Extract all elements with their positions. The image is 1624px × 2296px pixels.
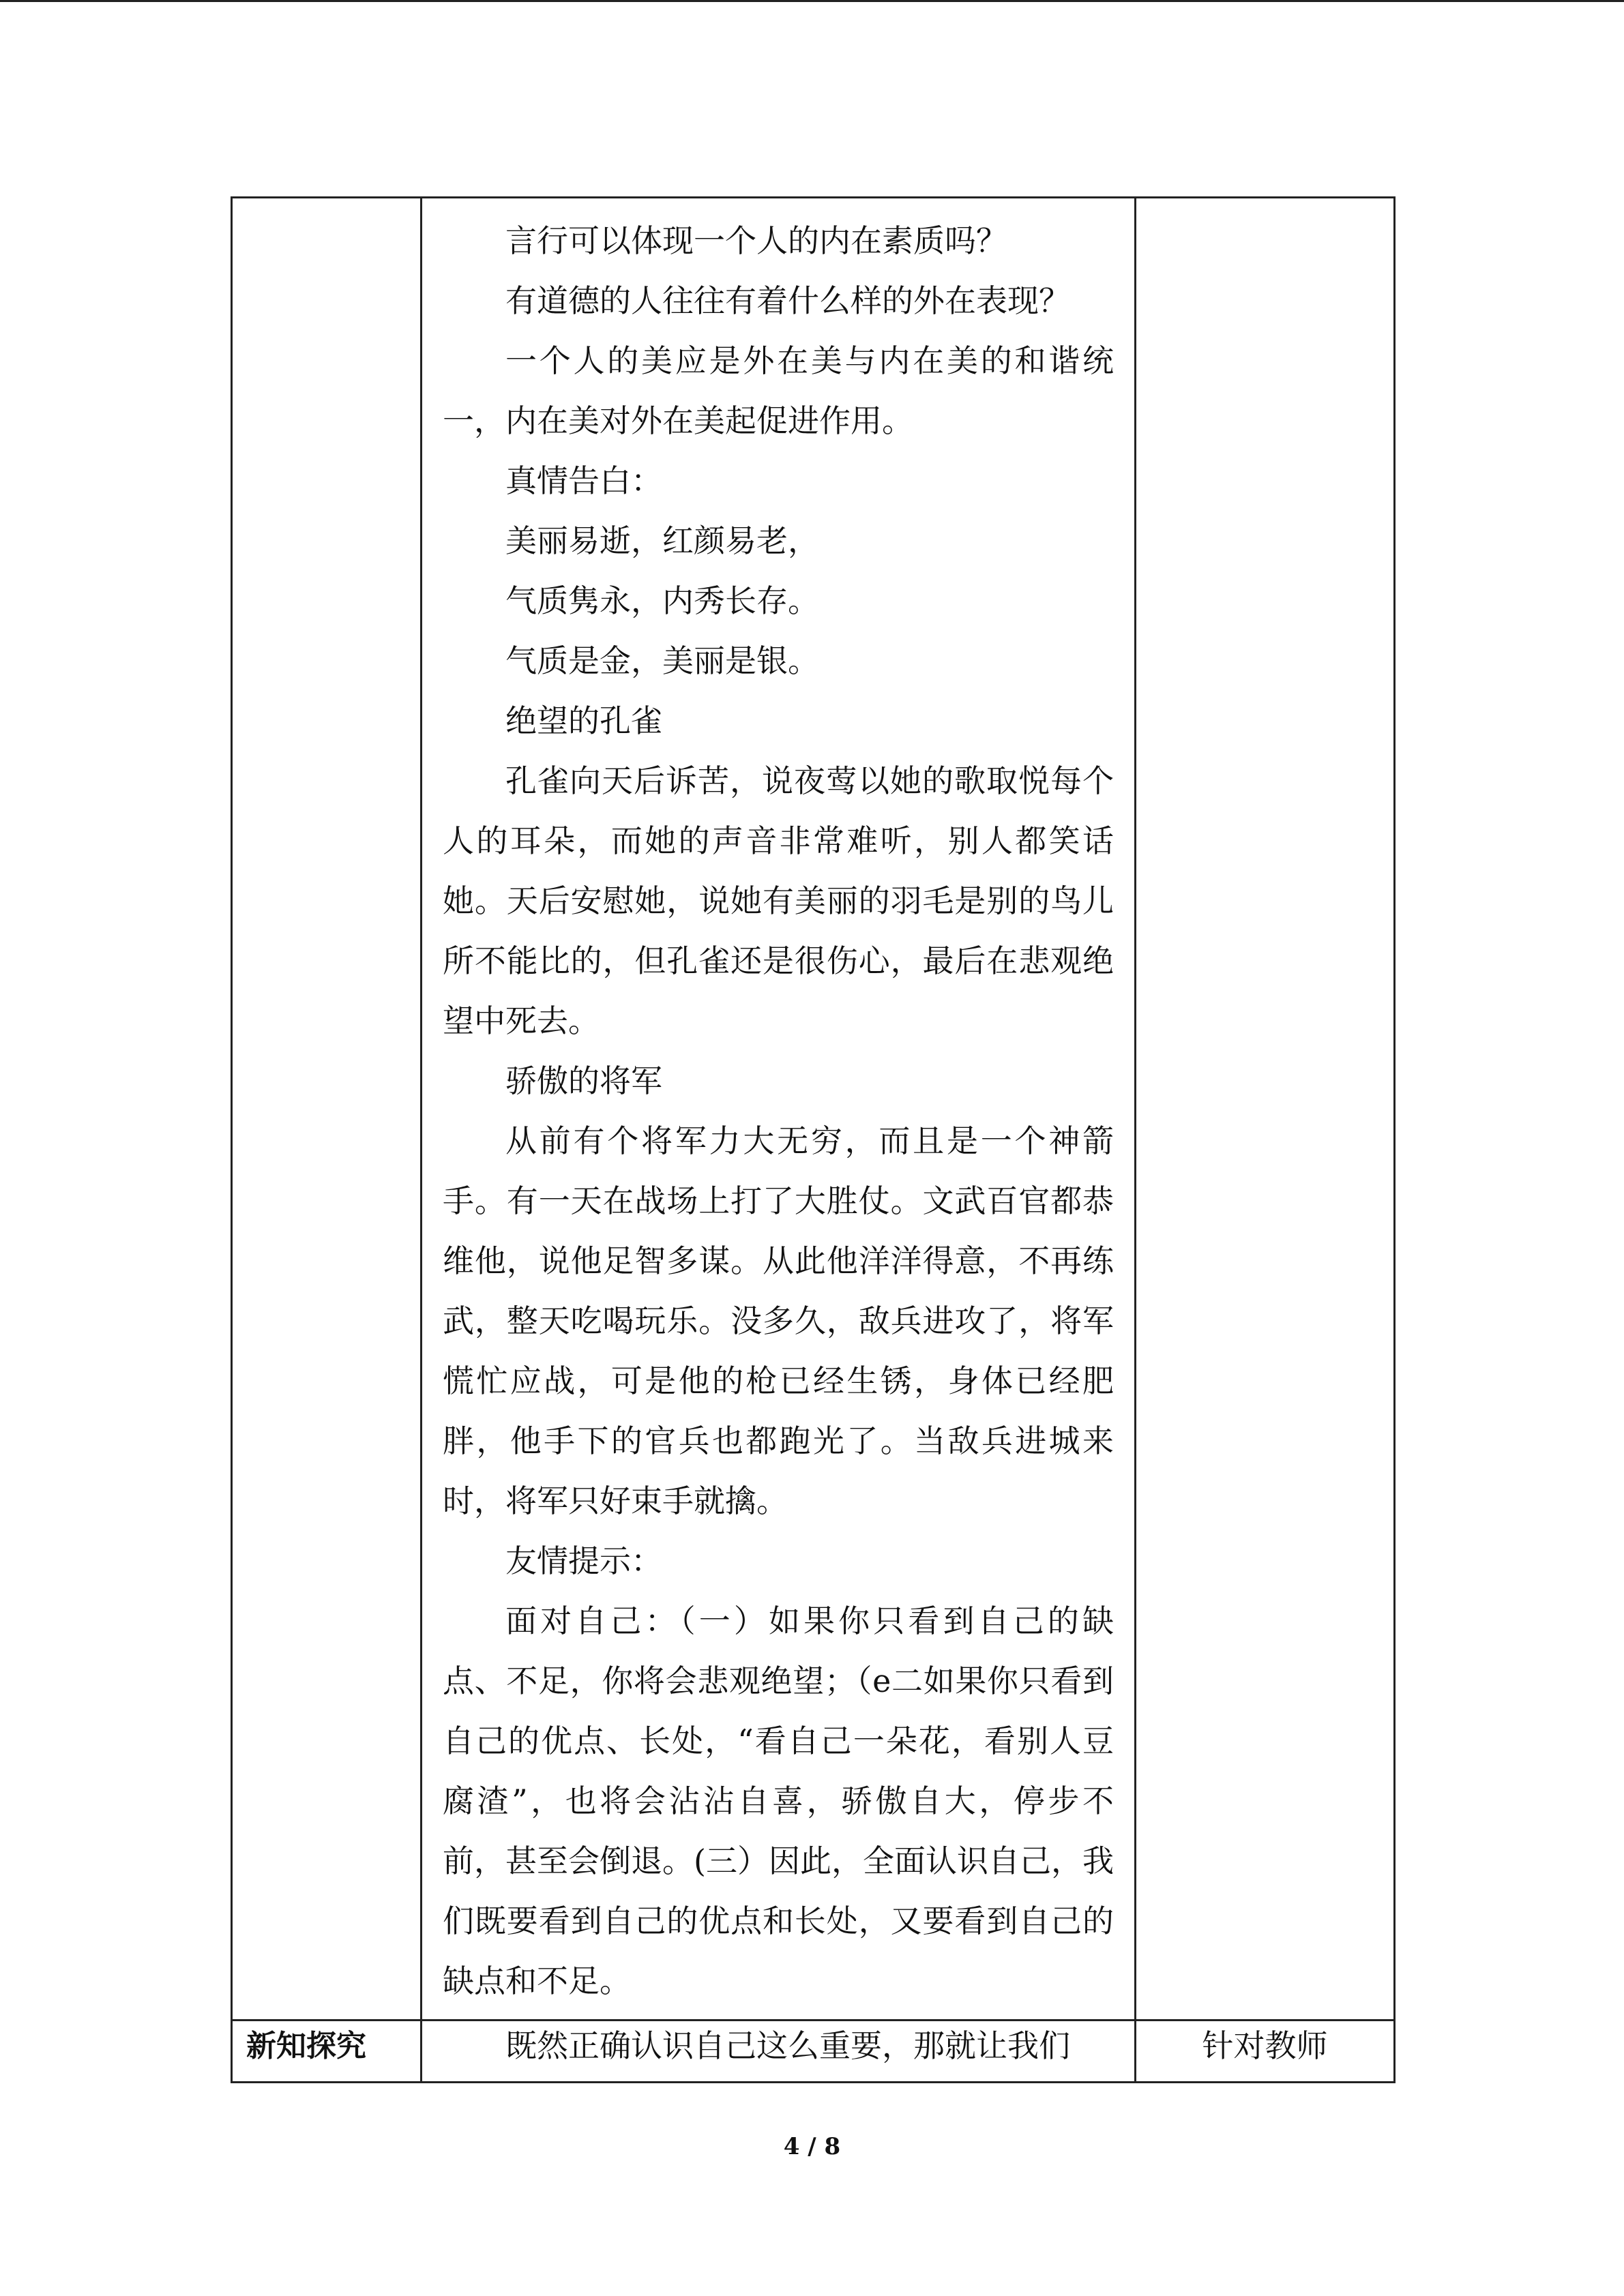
tip-paragraph: 面对自己：（一）如果你只看到自己的缺点、不足，你将会悲观绝望；（e二如果你只看到自己的优点、长处，“看自己一朵花，看别人豆腐渣”，也将会沾沾自喜，骄傲自大，停步不前，甚至会倒退。(三）因此，全面认识自己，我们既要看到自己的优点和长处，又要看到自己的缺点和不足。 — [443, 1602, 1114, 1999]
question-paragraph: 言行可以体现一个人的内在素质吗？ — [505, 222, 1007, 259]
story-title: 绝望的孔雀 — [505, 702, 662, 739]
story-paragraph: 孔雀向天后诉苦，说夜莺以她的歌取悦每个人的耳朵，而她的声音非常难听，别人都笑话她。天后安慰她，说她有美丽的羽毛是别的鸟儿所不能比的，但孔雀还是很伤心，最后在悲观绝望中死去。 — [443, 762, 1114, 1039]
notes-cell-empty — [1136, 198, 1395, 2021]
section-heading: 友情提示： — [505, 1542, 662, 1579]
section-heading: 真情告白： — [505, 462, 662, 499]
content-row — [232, 198, 1395, 2021]
design-note: 针对教师 — [1136, 2021, 1395, 2083]
page-number: 4 / 8 — [783, 2133, 841, 2160]
new-knowledge-text: 既然正确认识自己这么重要，那就让我们 — [422, 2021, 1136, 2083]
question-paragraph: 有道德的人往往有着什么样的外在表现？ — [505, 282, 1070, 319]
new-knowledge-row — [232, 2021, 1395, 2083]
story-paragraph: 从前有个将军力大无穷，而且是一个神箭手。有一天在战场上打了大胜仗。文武百官都恭维他，说他足智多谋。从此他洋洋得意，不再练武，整天吃喝玩乐。没多久，敌兵进攻了，将军慌忙应战，可是他的枪已经生锈，身体已经肥胖，他手下的官兵也都跑光了。当敌兵进城来时，将军只好束手就擒。 — [443, 1122, 1114, 1519]
verse-line: 气质是金，美丽是银。 — [505, 642, 819, 679]
verse-line: 美丽易逝，红颜易老， — [505, 522, 819, 559]
stage-label: 新知探究 — [232, 2021, 422, 2083]
top-border-line — [0, 0, 1624, 2]
lesson-plan-table — [231, 196, 1396, 2083]
verse-line: 气质隽永，内秀长存。 — [505, 582, 819, 619]
story-title: 骄傲的将军 — [505, 1062, 662, 1099]
stage-cell-empty — [232, 198, 422, 2021]
teaching-content-cell — [422, 198, 1136, 2021]
summary-paragraph: 一个人的美应是外在美与内在美的和谐统一，内在美对外在美起促进作用。 — [443, 342, 1114, 439]
